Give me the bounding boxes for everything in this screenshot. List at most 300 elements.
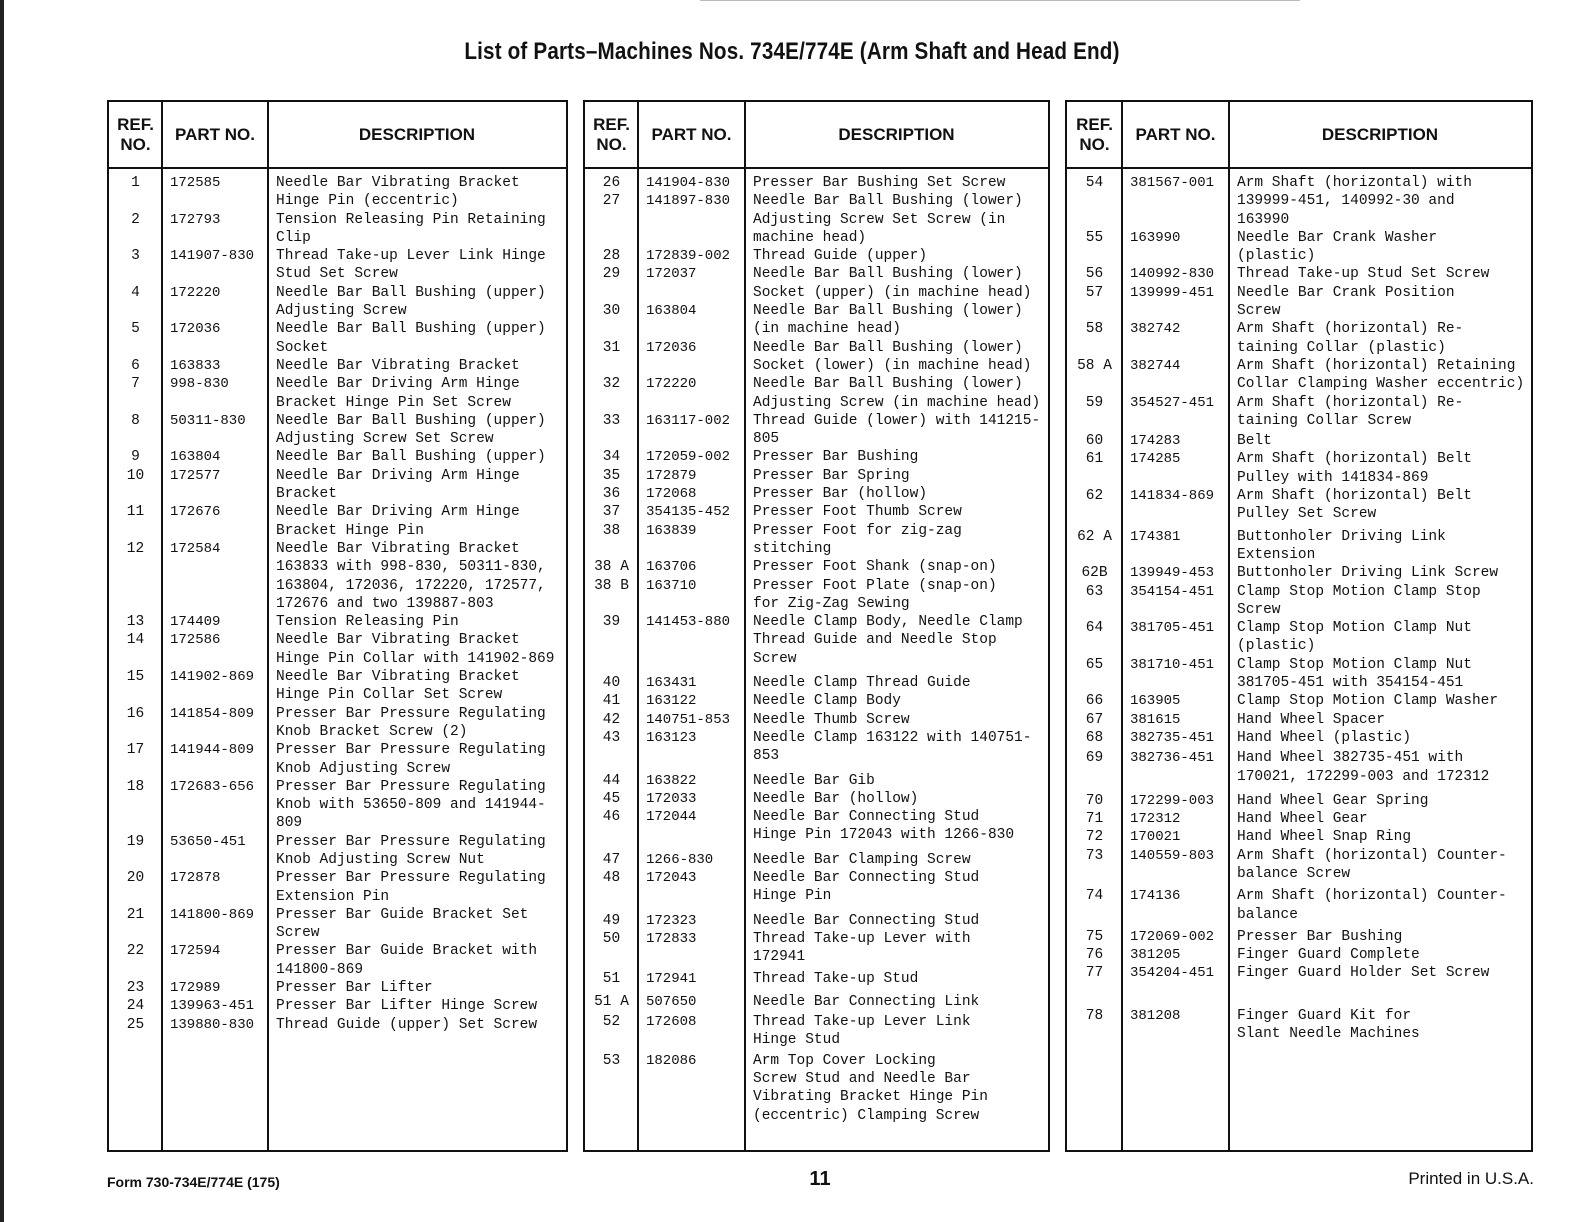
part-no: 141907-830	[170, 248, 255, 265]
part-no: 53650-451	[170, 833, 246, 850]
part-no: 163117-002	[646, 412, 731, 429]
part-no: 172594	[170, 943, 221, 960]
ref-no: 53	[602, 1052, 621, 1069]
part-no: 172059-002	[646, 449, 731, 466]
ref-no: 26	[602, 175, 621, 191]
part-no: 172036	[170, 321, 221, 338]
table-row	[109, 320, 566, 357]
ref-no: 54	[1085, 175, 1104, 191]
part-no: 172989	[170, 980, 221, 997]
description: Needle Bar Vibrating Bracket	[276, 357, 520, 374]
description: Needle Bar Ball Bushing (upper)	[276, 449, 546, 466]
description: Hand Wheel Spacer	[1237, 711, 1385, 728]
description: Arm Shaft (horizontal) Re- taining Collar Screw	[1237, 394, 1464, 429]
part-no: 381705-451	[1130, 620, 1215, 637]
part-no: 172037	[646, 266, 697, 283]
table-row	[109, 247, 566, 284]
table-row	[1067, 847, 1531, 884]
description: Presser Foot Shank (snap-on)	[753, 559, 997, 576]
description: Arm Shaft (horizontal) Re- taining Collar (plastic)	[1237, 321, 1464, 356]
part-no: 174409	[170, 614, 221, 631]
description: Needle Bar Vibrating Bracket Hinge Pin (eccentric)	[276, 175, 520, 210]
part-no: 141834-869	[1130, 488, 1215, 505]
description: Tension Releasing Pin	[276, 614, 459, 631]
ref-no: 11	[126, 504, 145, 521]
ref-no: 14	[126, 632, 145, 649]
description: Presser Bar Spring	[753, 467, 910, 484]
table-row	[1067, 619, 1531, 656]
ref-no: 25	[126, 1016, 145, 1033]
table-row	[109, 211, 566, 248]
ref-no: 62 A	[1077, 528, 1112, 545]
description: Arm Shaft (horizontal) with 139999-451, 140992-30 and 163990	[1237, 175, 1472, 228]
part-no: 163123	[646, 729, 697, 746]
page-title: List of Parts–Machines Nos. 734E/774E (Arm Shaft and Head End)	[464, 38, 1120, 65]
table-row	[585, 558, 1048, 576]
part-no: 381208	[1130, 1007, 1181, 1024]
description: Thread Take-up Stud	[753, 971, 919, 988]
table-row	[109, 906, 566, 943]
part-no: 172036	[646, 339, 697, 356]
description: Thread Take-up Lever Link Hinge Stud Set Screw	[276, 248, 546, 283]
header-ref-no: REF. NO.	[1076, 114, 1113, 154]
ref-no: 7	[131, 376, 140, 393]
table-row	[585, 467, 1048, 485]
table-row	[109, 174, 566, 211]
ref-no: 46	[602, 809, 621, 826]
description: Presser Bar Lifter	[276, 980, 433, 997]
description: Needle Bar Connecting Stud	[753, 912, 980, 929]
table-row	[585, 692, 1048, 710]
description: Presser Foot Plate (snap-on) for Zig-Zag Sewing	[753, 577, 997, 612]
table-row	[585, 192, 1048, 247]
ref-no: 21	[126, 906, 145, 923]
part-no: 172044	[646, 809, 697, 826]
description: Finger Guard Complete	[1237, 947, 1420, 964]
description: Needle Bar Connecting Stud Hinge Pin 172043 with 1266-830	[753, 809, 1015, 844]
part-no: 172220	[646, 376, 697, 393]
part-no: 140751-853	[646, 711, 731, 728]
description: Needle Bar Ball Bushing (upper) Adjusting Screw Set Screw	[276, 412, 546, 448]
description: Needle Bar Driving Arm Hinge Bracket Hinge Pin	[276, 504, 520, 539]
table-row	[585, 577, 1048, 614]
ref-no: 58 A	[1077, 357, 1112, 374]
table-row	[1067, 564, 1531, 582]
table-row	[109, 631, 566, 668]
ref-no: 36	[602, 486, 621, 503]
ref-no: 45	[602, 790, 621, 807]
part-no: 141904-830	[646, 175, 731, 191]
header-description: DESCRIPTION	[1321, 124, 1439, 144]
part-no: 172585	[170, 175, 221, 191]
part-no: 139949-453	[1130, 565, 1215, 582]
table-row	[585, 174, 1048, 192]
ref-no: 76	[1085, 947, 1104, 964]
part-no: 172323	[646, 912, 697, 929]
part-no: 163804	[646, 303, 697, 320]
printed-in: Printed in U.S.A.	[1408, 1169, 1534, 1188]
table-row	[109, 375, 566, 412]
ref-no: 48	[602, 869, 621, 886]
description: Thread Guide (lower) with 141215- 805	[753, 412, 1041, 448]
page-edge	[0, 0, 4, 1222]
part-no: 172586	[170, 632, 221, 649]
table-row	[585, 930, 1048, 967]
table-row	[1067, 656, 1531, 693]
part-no: 354204-451	[1130, 965, 1215, 982]
ref-no: 12	[126, 540, 145, 557]
part-no: 172879	[646, 467, 697, 484]
table-row	[109, 778, 566, 833]
table-row	[109, 412, 566, 449]
description: Arm Shaft (horizontal) Belt Pulley Set Screw	[1237, 488, 1472, 523]
ref-no: 4	[131, 284, 140, 301]
description: Presser Bar Bushing	[753, 449, 919, 466]
part-no: 172608	[646, 1014, 697, 1031]
part-no: 172068	[646, 486, 697, 503]
table-row	[109, 741, 566, 778]
ref-no: 44	[602, 772, 621, 789]
table-row	[585, 912, 1048, 930]
ref-no: 33	[602, 412, 621, 429]
ref-no: 47	[602, 851, 621, 868]
ref-no: 62B	[1081, 565, 1108, 582]
table-row	[585, 674, 1048, 692]
ref-no: 24	[126, 998, 145, 1015]
description: Needle Bar Ball Bushing (upper) Socket	[276, 321, 546, 356]
ref-no: 29	[602, 266, 621, 283]
header-description: DESCRIPTION	[838, 124, 955, 144]
ref-no: 17	[126, 742, 145, 759]
description: Presser Bar Lifter Hinge Screw	[276, 998, 538, 1015]
description: Arm Shaft (horizontal) Retaining Collar Clamping Washer eccentric)	[1237, 357, 1525, 393]
table-row	[1067, 887, 1531, 924]
part-no: 163822	[646, 772, 697, 789]
ref-no: 42	[602, 711, 621, 728]
description: Thread Take-up Stud Set Screw	[1237, 266, 1490, 283]
table-row	[1067, 964, 1531, 982]
description: Needle Clamp Body	[753, 693, 901, 710]
part-no: 174283	[1130, 433, 1181, 450]
ref-no: 40	[602, 675, 621, 692]
parts-table-2	[583, 100, 1050, 1152]
description: Needle Bar Connecting Link	[753, 993, 980, 1010]
part-no: 174285	[1130, 451, 1181, 468]
description: Thread Guide (upper)	[753, 248, 928, 265]
part-no: 998-830	[170, 376, 229, 393]
description: Needle Bar (hollow)	[753, 790, 919, 807]
form-number: Form 730-734E/774E (175)	[107, 1174, 280, 1190]
scan-top-line	[700, 0, 1300, 1]
ref-no: 52	[602, 1014, 621, 1031]
part-no: 141897-830	[646, 193, 731, 210]
table-row	[109, 833, 566, 870]
table-row	[109, 357, 566, 375]
table-row	[1067, 265, 1531, 283]
description: Needle Clamp 163122 with 140751- 853	[753, 729, 1032, 765]
part-no: 354527-451	[1130, 394, 1215, 411]
ref-no: 19	[126, 833, 145, 850]
ref-no: 5	[131, 321, 140, 338]
table-row	[585, 503, 1048, 521]
page-number: 11	[809, 1168, 831, 1190]
ref-no: 39	[602, 614, 621, 631]
ref-no: 74	[1085, 888, 1104, 905]
description: Needle Bar Vibrating Bracket 163833 with 998-830, 50311-830, 163804, 172036, 172220, 172577, 172676 and two 139887-803	[276, 540, 546, 612]
table-row	[109, 869, 566, 906]
description: Needle Bar Ball Bushing (lower) Adjusting Screw (in machine head)	[753, 376, 1041, 411]
description: Presser Bar Pressure Regulating Knob Adjusting Screw Nut	[276, 833, 546, 868]
table-row	[1067, 174, 1531, 229]
table-row	[585, 485, 1048, 503]
ref-no: 10	[126, 467, 145, 484]
table-row	[585, 790, 1048, 808]
description: Presser Bar Pressure Regulating Extension Pin	[276, 870, 546, 905]
ref-no: 49	[602, 912, 621, 929]
ref-no: 15	[126, 669, 145, 686]
ref-no: 69	[1085, 750, 1104, 767]
table-row	[585, 1052, 1048, 1125]
table-row	[1067, 229, 1531, 266]
table-row	[109, 942, 566, 979]
description: Hand Wheel (plastic)	[1237, 729, 1412, 746]
part-no: 354154-451	[1130, 583, 1215, 600]
table-row	[1067, 1007, 1531, 1044]
part-no: 163905	[1130, 693, 1181, 710]
description: Thread Guide (upper) Set Screw	[276, 1016, 538, 1033]
ref-no: 27	[602, 193, 621, 210]
table-header	[585, 102, 1048, 169]
table-row	[1067, 583, 1531, 620]
header-part-no: PART NO.	[651, 124, 732, 144]
ref-no: 37	[602, 504, 621, 521]
ref-no: 13	[126, 614, 145, 631]
description: Needle Bar Vibrating Bracket Hinge Pin Collar Set Screw	[276, 669, 520, 704]
description: Needle Bar Clamping Screw	[753, 851, 971, 868]
ref-no: 22	[126, 943, 145, 960]
description: Buttonholer Driving Link Screw	[1237, 565, 1499, 582]
part-no: 172043	[646, 869, 697, 886]
table-row	[1067, 928, 1531, 946]
table-header	[1067, 102, 1531, 169]
ref-no: 8	[131, 412, 140, 429]
description: Presser Bar Pressure Regulating Knob Bracket Screw (2)	[276, 705, 546, 740]
part-no: 139999-451	[1130, 284, 1215, 301]
description: Arm Shaft (horizontal) Belt Pulley with 141834-869	[1237, 451, 1472, 486]
description: Needle Bar Gib	[753, 772, 875, 789]
part-no: 163122	[646, 693, 697, 710]
description: Thread Take-up Lever Link Hinge Stud	[753, 1014, 971, 1049]
description: Clamp Stop Motion Clamp Washer	[1237, 693, 1499, 710]
ref-no: 20	[126, 870, 145, 887]
table-row	[1067, 487, 1531, 524]
ref-no: 38 B	[594, 577, 629, 594]
ref-no: 78	[1085, 1007, 1104, 1024]
table-row	[1067, 828, 1531, 846]
ref-no: 38	[602, 522, 621, 539]
table-row	[585, 869, 1048, 906]
description: Clamp Stop Motion Clamp Nut 381705-451 with 354154-451	[1237, 656, 1472, 692]
part-no: 163804	[170, 449, 221, 466]
table-body	[1067, 174, 1531, 1043]
ref-no: 18	[126, 778, 145, 795]
part-no: 139963-451	[170, 998, 255, 1015]
ref-no: 38 A	[594, 559, 629, 576]
part-no: 170021	[1130, 829, 1181, 846]
part-no: 141902-869	[170, 669, 255, 686]
part-no: 172312	[1130, 811, 1181, 828]
ref-no: 31	[602, 339, 621, 356]
parts-table-1	[107, 100, 568, 1152]
part-no: 381615	[1130, 711, 1181, 728]
ref-no: 9	[131, 449, 140, 466]
ref-no: 3	[131, 248, 140, 265]
description: Needle Bar Crank Position Screw	[1237, 284, 1455, 320]
table-row	[585, 993, 1048, 1011]
ref-no: 16	[126, 705, 145, 722]
description: Needle Clamp Thread Guide	[753, 675, 971, 692]
table-row	[585, 970, 1048, 988]
part-no: 163710	[646, 577, 697, 594]
description: Presser Bar Pressure Regulating Knob with 53650-809 and 141944- 809	[276, 778, 546, 832]
table-body	[585, 174, 1048, 1125]
ref-no: 58	[1085, 321, 1104, 338]
table-row	[585, 375, 1048, 412]
table-row	[109, 979, 566, 997]
ref-no: 6	[131, 357, 140, 374]
part-no: 141453-880	[646, 614, 731, 631]
table-row	[585, 448, 1048, 466]
table-row	[109, 467, 566, 504]
description: Presser Foot Thumb Screw	[753, 504, 962, 521]
part-no: 382742	[1130, 321, 1181, 338]
description: Presser Bar Guide Bracket Set Screw	[276, 906, 529, 942]
table-row	[109, 613, 566, 631]
table-row	[585, 772, 1048, 790]
part-no: 507650	[646, 993, 697, 1010]
part-no: 163706	[646, 559, 697, 576]
description: Presser Bar Bushing Set Screw	[753, 175, 1006, 191]
description: Hand Wheel Snap Ring	[1237, 829, 1412, 846]
table-row	[585, 808, 1048, 845]
part-no: 174381	[1130, 528, 1181, 545]
part-no: 172220	[170, 284, 221, 301]
part-no: 172033	[646, 790, 697, 807]
description: Needle Bar Ball Bushing (lower) (in machine head)	[753, 303, 1023, 338]
table-row	[585, 302, 1048, 339]
ref-no: 61	[1085, 451, 1104, 468]
description: Presser Bar (hollow)	[753, 486, 928, 503]
parts-table-3	[1065, 100, 1533, 1152]
table-row	[585, 1013, 1048, 1050]
ref-no: 34	[602, 449, 621, 466]
table-row	[109, 448, 566, 466]
description: Thread Take-up Lever with 172941	[753, 930, 971, 966]
table-row	[1067, 749, 1531, 786]
part-no: 172577	[170, 467, 221, 484]
table-row	[1067, 320, 1531, 357]
table-row	[109, 540, 566, 613]
ref-no: 32	[602, 376, 621, 393]
description: Needle Clamp Body, Needle Clamp Thread Guide and Needle Stop Screw	[753, 614, 1023, 667]
table-row	[585, 412, 1048, 449]
table-row	[585, 711, 1048, 729]
description: Presser Bar Pressure Regulating Knob Adjusting Screw	[276, 742, 546, 777]
part-no: 172941	[646, 971, 697, 988]
table-row	[1067, 394, 1531, 431]
table-row	[1067, 711, 1531, 729]
table-row	[585, 522, 1048, 559]
ref-no: 55	[1085, 229, 1104, 246]
part-no: 50311-830	[170, 412, 246, 429]
table-row	[1067, 450, 1531, 487]
part-no: 381710-451	[1130, 656, 1215, 673]
part-no: 163990	[1130, 229, 1181, 246]
table-row	[109, 705, 566, 742]
description: Arm Shaft (horizontal) Counter- balance	[1237, 888, 1507, 923]
table-row	[109, 1016, 566, 1034]
ref-no: 28	[602, 248, 621, 265]
ref-no: 57	[1085, 284, 1104, 301]
table-row	[1067, 946, 1531, 964]
description: Tension Releasing Pin Retaining Clip	[276, 211, 546, 246]
description: Needle Thumb Screw	[753, 711, 910, 728]
table-row	[1067, 284, 1531, 321]
part-no: 172833	[646, 930, 697, 947]
ref-no: 65	[1085, 656, 1104, 673]
ref-no: 50	[602, 930, 621, 947]
part-no: 174136	[1130, 888, 1181, 905]
part-no: 172839-002	[646, 248, 731, 265]
part-no: 140992-830	[1130, 266, 1215, 283]
ref-no: 43	[602, 729, 621, 746]
part-no: 172069-002	[1130, 928, 1215, 945]
table-row	[585, 613, 1048, 668]
description: Needle Bar Ball Bushing (lower) Socket (lower) (in machine head)	[753, 339, 1032, 374]
table-row	[1067, 729, 1531, 747]
part-no: 1266-830	[646, 851, 714, 868]
table-header	[109, 102, 566, 169]
description: Needle Bar Driving Arm Hinge Bracket	[276, 467, 520, 503]
part-no: 382735-451	[1130, 729, 1215, 746]
table-row	[109, 668, 566, 705]
ref-no: 23	[126, 980, 145, 997]
description: Clamp Stop Motion Clamp Stop Screw	[1237, 583, 1481, 618]
ref-no: 67	[1085, 711, 1104, 728]
ref-no: 1	[131, 175, 140, 191]
header-ref-no: REF. NO.	[593, 114, 630, 154]
ref-no: 68	[1085, 729, 1104, 746]
table-row	[585, 265, 1048, 302]
table-row	[1067, 692, 1531, 710]
part-no: 382736-451	[1130, 750, 1215, 767]
part-no: 354135-452	[646, 504, 731, 521]
description: Needle Bar Ball Bushing (upper) Adjusting Screw	[276, 284, 546, 320]
part-no: 141854-809	[170, 705, 255, 722]
part-no: 381567-001	[1130, 175, 1215, 191]
ref-no: 59	[1085, 394, 1104, 411]
description: Belt	[1237, 433, 1272, 450]
table-row	[109, 503, 566, 540]
description: Needle Bar Ball Bushing (lower) Socket (upper) (in machine head)	[753, 266, 1032, 301]
description: Hand Wheel 382735-451 with 170021, 172299-003 and 172312	[1237, 750, 1490, 785]
ref-no: 30	[602, 303, 621, 320]
description: Presser Bar Guide Bracket with 141800-869	[276, 943, 538, 978]
ref-no: 77	[1085, 965, 1104, 982]
part-no: 172683-656	[170, 778, 255, 795]
table-row	[1067, 528, 1531, 565]
part-no: 141800-869	[170, 906, 255, 923]
